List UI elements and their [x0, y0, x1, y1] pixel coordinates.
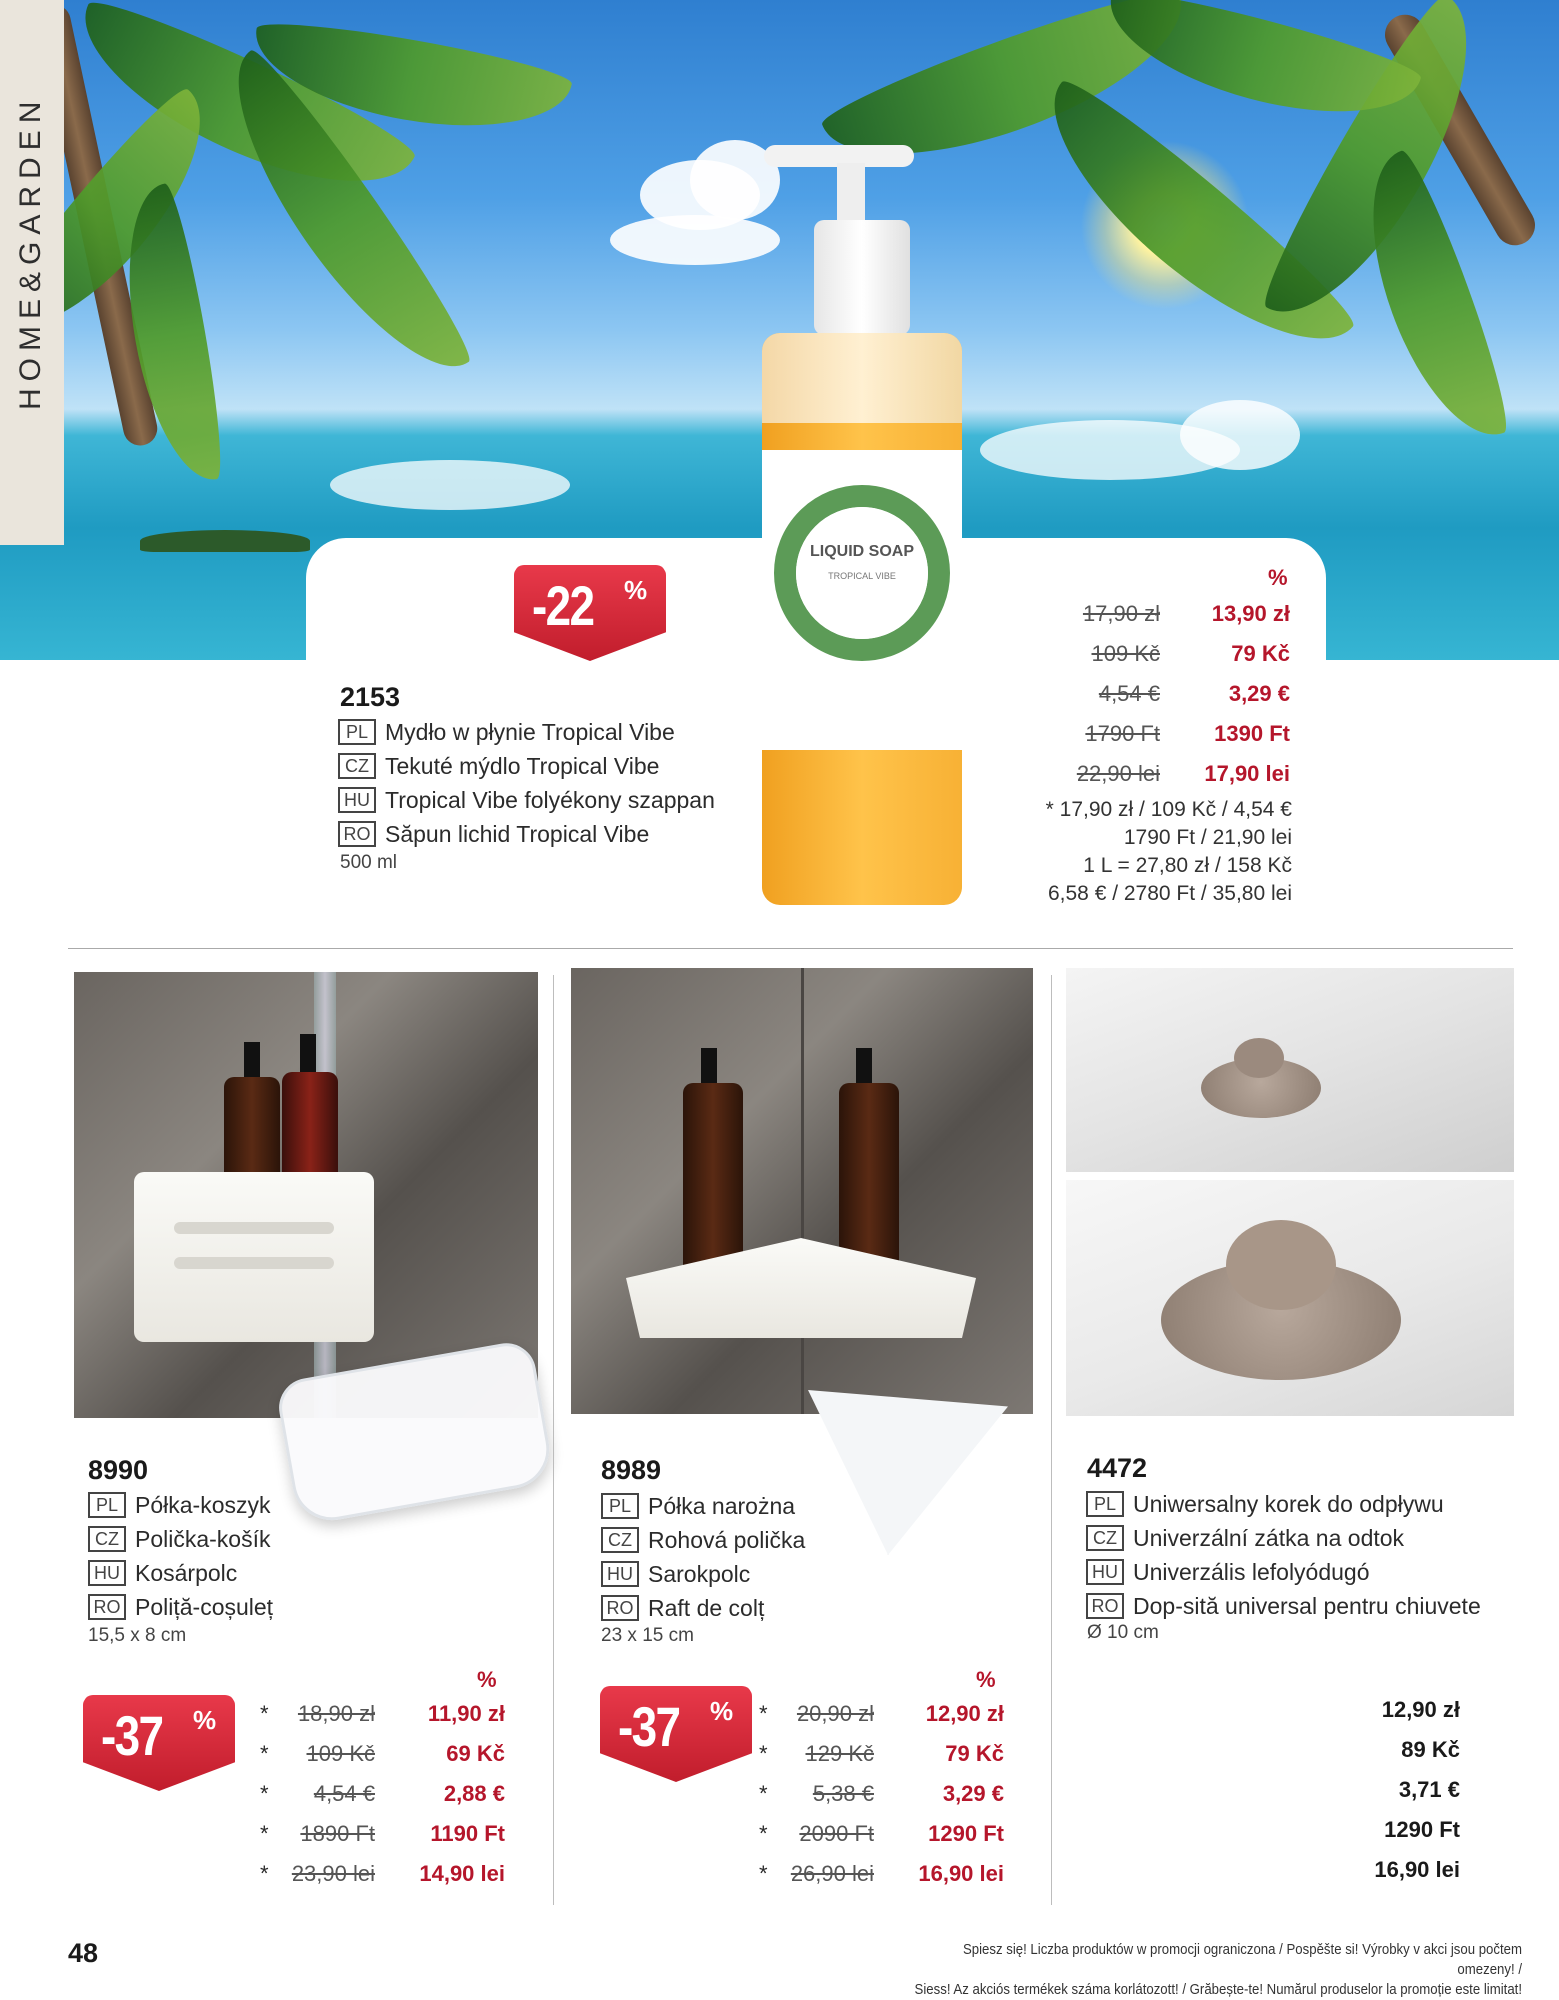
name-row-hu [88, 1556, 273, 1590]
old-price: 5,38 € [812, 1781, 874, 1806]
column-divider [1051, 975, 1052, 1905]
new-price: 16,90 lei [918, 1861, 1004, 1886]
name-row-pl [88, 1488, 273, 1522]
lang-tag: CZ [338, 753, 376, 779]
name-row-pl [338, 715, 715, 749]
name-row-cz [338, 749, 715, 783]
price-notes [960, 796, 1292, 908]
bottle-label-sub: TROPICAL VIBE [828, 571, 896, 581]
discount-percent: % [710, 1696, 734, 1726]
price-table [1300, 1690, 1460, 1890]
product-code: 2153 [340, 682, 401, 712]
product-size: 23 x 15 cm [601, 1625, 694, 1646]
new-price: 1290 Ft [928, 1821, 1004, 1846]
product-name: Półka-koszyk [135, 1491, 271, 1518]
new-price: 1390 Ft [1214, 721, 1290, 746]
product-names [338, 715, 715, 851]
product-name: Sarokpolc [648, 1560, 751, 1587]
lang-tag: CZ [601, 1527, 639, 1553]
name-row-ro [338, 817, 715, 851]
product-names [1086, 1487, 1481, 1623]
new-price: 17,90 lei [1204, 761, 1290, 786]
name-row-ro [1086, 1589, 1481, 1623]
name-row-cz [1086, 1521, 1481, 1555]
old-price: 1890 Ft [300, 1821, 375, 1846]
new-price: 1190 Ft [430, 1821, 505, 1846]
name-row-ro [88, 1590, 273, 1624]
old-price: 22,90 lei [1076, 761, 1160, 786]
corner-shelf-cutout [808, 1390, 1008, 1555]
product-size: 15,5 x 8 cm [88, 1625, 187, 1646]
price-table [260, 1694, 505, 1894]
footer-line: Spiesz się! Liczba produktów w promocji ograniczona / Pospěšte si! Výrobky v akci jsou počtem omezeny! / [962, 1941, 1522, 1978]
section-label: HOME&GARDEN [14, 94, 47, 410]
asterisk: * [759, 1741, 768, 1766]
product-name: Rohová polička [648, 1526, 806, 1553]
asterisk: * [260, 1701, 269, 1726]
name-row-cz [88, 1522, 273, 1556]
name-row-pl [1086, 1487, 1481, 1521]
old-price: 129 Kč [805, 1741, 874, 1766]
product-code: 8989 [601, 1455, 662, 1485]
name-row-hu [1086, 1555, 1481, 1589]
new-price: 79 Kč [945, 1741, 1004, 1766]
discount-percent: % [624, 575, 648, 605]
old-price: 20,90 zł [796, 1701, 874, 1726]
old-price: 4,54 € [313, 1781, 375, 1806]
old-price: 1790 Ft [1085, 721, 1160, 746]
footer-notice [904, 1940, 1522, 2000]
product-name: Dop-sită universal pentru chiuvete [1133, 1592, 1481, 1619]
section-divider [68, 948, 1513, 949]
asterisk: * [759, 1861, 768, 1886]
product-name: Kosárpolc [135, 1559, 238, 1586]
product-name: Poliță-coșuleț [135, 1593, 274, 1620]
lang-tag: HU [601, 1561, 639, 1587]
product-name: Uniwersalny korek do odpływu [1133, 1490, 1444, 1517]
price: 3,71 € [1398, 1777, 1460, 1802]
asterisk: * [260, 1741, 269, 1766]
price-table [759, 1694, 1004, 1894]
drain-plug-photo-bottom [1066, 1180, 1514, 1416]
product-size: Ø 10 cm [1087, 1622, 1159, 1643]
percent-header: % [976, 1667, 996, 1692]
price-note: 6,58 € / 2780 Ft / 35,80 lei [1047, 882, 1292, 905]
lang-tag: HU [1086, 1559, 1124, 1585]
product-name: Raft de colț [648, 1594, 765, 1621]
discount-value: -37 [618, 1695, 680, 1758]
new-price: 2,88 € [443, 1781, 505, 1806]
product-name: Mydło w płynie Tropical Vibe [385, 718, 675, 745]
bottle-label-title: LIQUID SOAP [809, 543, 914, 560]
old-price: 17,90 zł [1082, 601, 1160, 626]
lang-tag: PL [338, 719, 376, 745]
old-price: 2090 Ft [799, 1821, 874, 1846]
lang-tag: CZ [88, 1526, 126, 1552]
name-row-cz [601, 1523, 805, 1557]
new-price: 14,90 lei [419, 1861, 505, 1886]
discount-badge [514, 565, 666, 661]
asterisk: * [260, 1781, 269, 1806]
lang-tag: RO [88, 1594, 126, 1620]
asterisk: * [260, 1821, 269, 1846]
name-row-ro [601, 1591, 805, 1625]
price-table [1040, 594, 1290, 794]
product-name: Polička-košík [135, 1525, 271, 1552]
product-size: 500 ml [340, 852, 398, 873]
old-price: 18,90 zł [297, 1701, 375, 1726]
lang-tag: RO [601, 1595, 639, 1621]
lang-tag: HU [88, 1560, 126, 1586]
new-price: 79 Kč [1231, 641, 1290, 666]
price-note: 1790 Ft / 21,90 lei [1123, 826, 1292, 849]
lang-tag: RO [1086, 1593, 1124, 1619]
old-price: 26,90 lei [790, 1861, 874, 1886]
discount-badge [83, 1695, 235, 1791]
lang-tag: HU [338, 787, 376, 813]
lang-tag: PL [601, 1493, 639, 1519]
asterisk: * [759, 1821, 768, 1846]
product-names [88, 1488, 273, 1624]
price: 1290 Ft [1384, 1817, 1460, 1842]
product-name: Półka narożna [648, 1492, 796, 1519]
price: 16,90 lei [1374, 1857, 1460, 1882]
percent-header: % [1268, 565, 1288, 590]
discount-value: -22 [532, 574, 594, 637]
corner-shelf-photo [571, 968, 1033, 1414]
new-price: 3,29 € [1228, 681, 1290, 706]
old-price: 109 Kč [1091, 641, 1160, 666]
discount-badge [600, 1686, 752, 1782]
price: 12,90 zł [1381, 1697, 1460, 1722]
island [140, 530, 310, 552]
product-code: 4472 [1087, 1453, 1148, 1483]
column-divider [553, 975, 554, 1905]
price-note: 1 L = 27,80 zł / 158 Kč [1083, 854, 1292, 877]
lang-tag: CZ [1086, 1525, 1124, 1551]
footer-line: Siess! Az akciós termékek száma korlátozott! / Grăbește-te! Numărul produselor la promoție este limitat! [914, 1981, 1522, 1998]
name-row-hu [338, 783, 715, 817]
price-note: * 17,90 zł / 109 Kč / 4,54 € [1045, 798, 1292, 821]
discount-value: -37 [101, 1704, 163, 1767]
product-name: Tekuté mýdlo Tropical Vibe [385, 752, 660, 779]
product-name: Univerzální zátka na odtok [1133, 1524, 1405, 1551]
product-names [601, 1489, 805, 1625]
name-row-hu [601, 1557, 805, 1591]
new-price: 13,90 zł [1211, 601, 1290, 626]
product-name: Univerzális lefolyódugó [1133, 1558, 1370, 1585]
new-price: 3,29 € [942, 1781, 1004, 1806]
new-price: 12,90 zł [925, 1701, 1004, 1726]
page-number: 48 [68, 1938, 99, 1968]
old-price: 4,54 € [1098, 681, 1160, 706]
soap-bottle-image [762, 145, 962, 915]
lang-tag: PL [88, 1492, 126, 1518]
asterisk: * [759, 1781, 768, 1806]
product-name: Săpun lichid Tropical Vibe [385, 820, 650, 847]
old-price: 109 Kč [306, 1741, 375, 1766]
old-price: 23,90 lei [291, 1861, 375, 1886]
new-price: 11,90 zł [427, 1701, 505, 1726]
lang-tag: PL [1086, 1491, 1124, 1517]
product-code: 8990 [88, 1455, 149, 1485]
product-name: Tropical Vibe folyékony szappan [385, 786, 715, 813]
asterisk: * [260, 1861, 269, 1886]
lang-tag: RO [338, 821, 376, 847]
percent-header: % [477, 1667, 497, 1692]
discount-percent: % [193, 1705, 217, 1735]
price: 89 Kč [1401, 1737, 1460, 1762]
new-price: 69 Kč [446, 1741, 505, 1766]
asterisk: * [759, 1701, 768, 1726]
name-row-pl [601, 1489, 805, 1523]
drain-plug-photo-top [1066, 968, 1514, 1172]
